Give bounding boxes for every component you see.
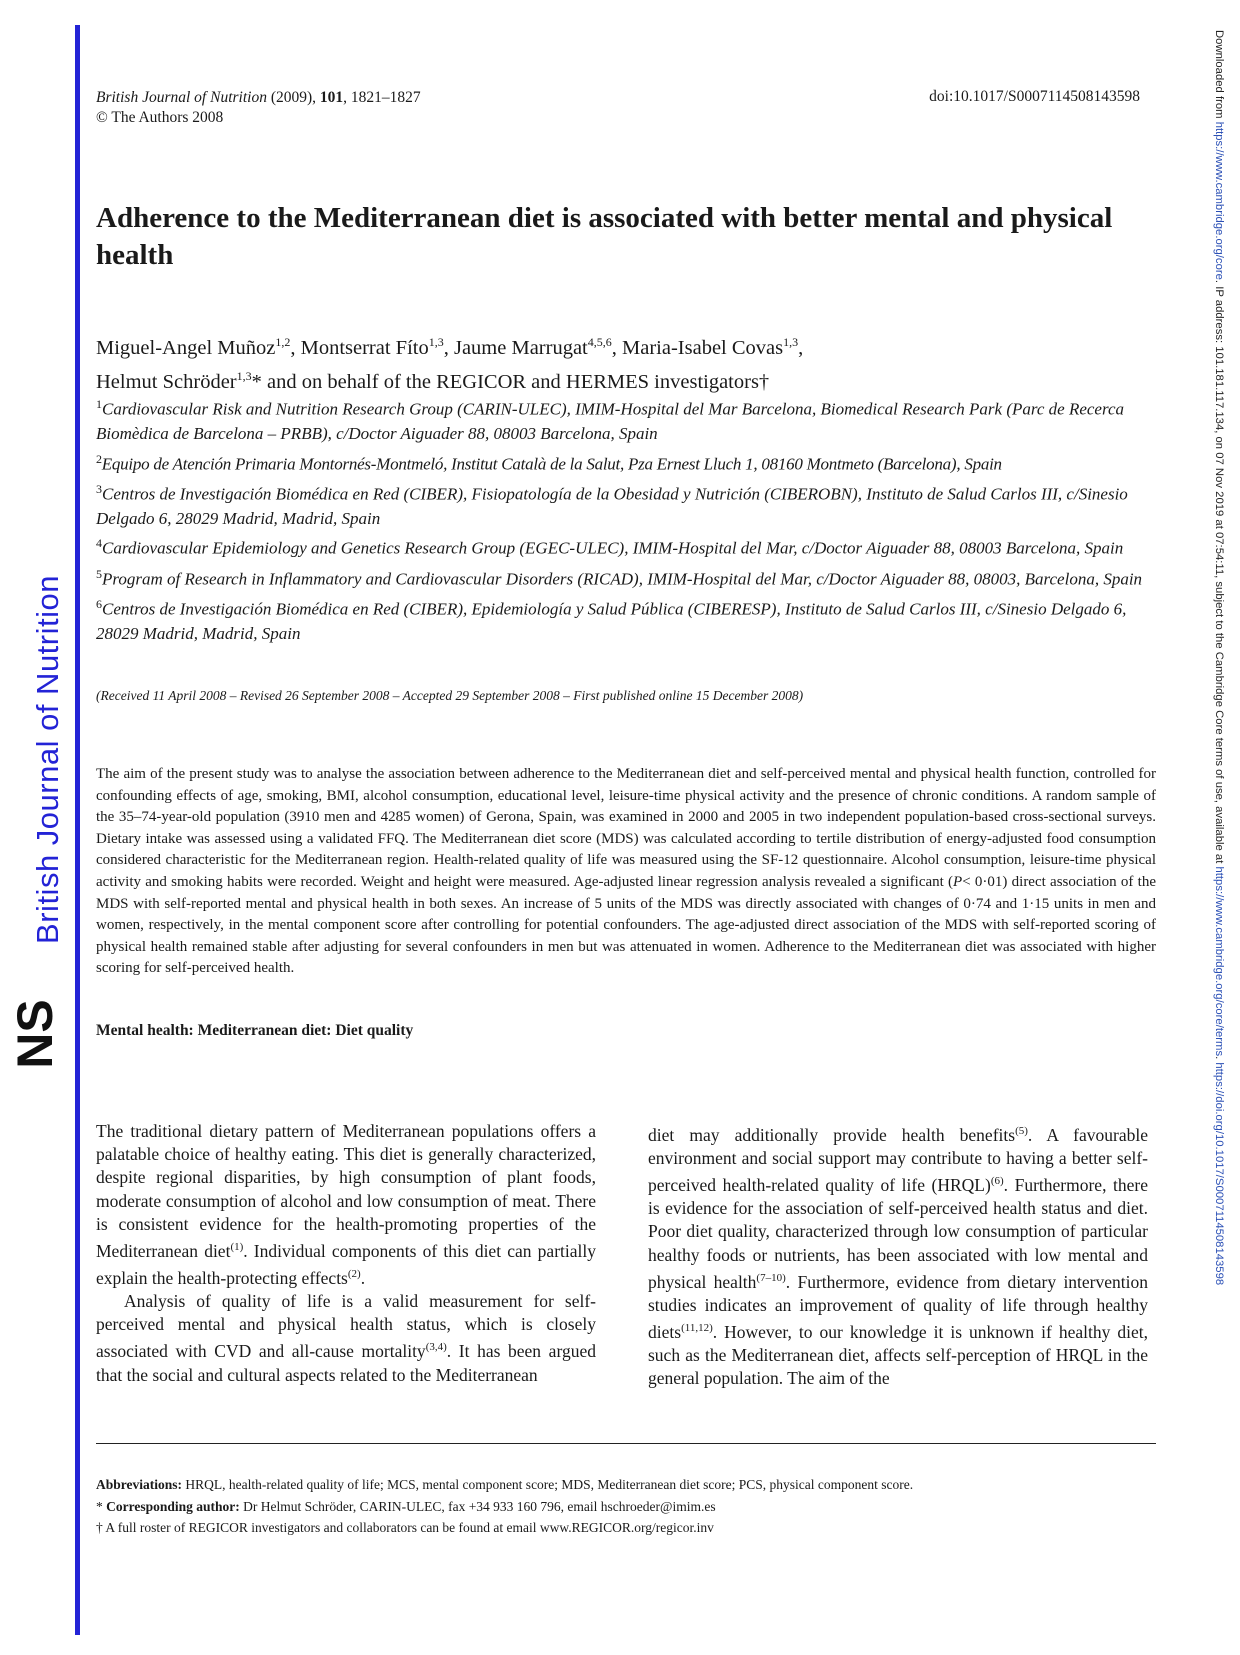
paragraph: Analysis of quality of life is a valid measurement for self-perceived mental and physical health status, which is closely associated with CVD and all-cause mortality$^{(3,4)}$. It has been argued that the social and cultural aspects related to the Mediterranean <box>96 1291 596 1385</box>
volume: 101 <box>319 89 344 106</box>
paragraph: The traditional dietary pattern of Mediterranean populations offers a palatable choice of healthy eating. This diet is generally characterized, despite regional disparities, by high consumption of plant foods, moderate consumption of alcohol and low consumption of meat. There is consistent evidence for the health-promoting properties of the Mediterranean diet$^{(1)}$. Individual components of this diet can partially explain the health-protecting effects$^{(2)}$. <box>96 1121 596 1288</box>
affiliation: $^1$Cardiovascular Risk and Nutrition Research Group (CARIN-ULEC), IMIM-Hospital del Mar Barcelona, Biomedical Research Park (Parc de Recerca Biomèdica de Barcelona – PRBB), c/Doctor Aiguader 88, 08003 Barcelona, Spain <box>96 397 1124 444</box>
footnotes <box>96 1474 1166 1539</box>
keywords: Mental health: Mediterranean diet: Diet quality <box>96 1022 414 1039</box>
abbreviations-note: Abbreviations: HRQL, health-related quality of life; MCS, mental component score; MDS, Mediterranean diet score; PCS, physical component score. <box>96 1477 914 1492</box>
affiliation: $^4$Cardiovascular Epidemiology and Genetics Research Group (EGEC-ULEC), IMIM-Hospital del Mar, c/Doctor Aiguader 88, 08003 Barcelona, Spain <box>96 536 1124 559</box>
affiliation-list <box>96 392 1162 646</box>
body-column-left <box>96 1120 596 1387</box>
journal-name: British Journal of Nutrition <box>96 89 267 106</box>
copyright: © The Authors 2008 <box>96 109 224 126</box>
doi-text: doi:10.1017/S0007114508143598 <box>929 88 1140 105</box>
abstract: The aim of the present study was to analyse the association between adherence to the Mediterranean diet and self-perceived mental and physical health function, controlled for confounding effects of age, smoking, BMI, alcohol consumption, educational level, leisure-time physical activity and the presence of chronic conditions. A random sample of the 35–74-year-old population (3910 men and 4285 women) of Gerona, Spain, was examined in 2000 and 2005 in two independent population-based cross-sectional surveys. Dietary intake was assessed using a validated FFQ. The Mediterranean diet score (MDS) was calculated according to tertile distribution of energy-adjusted food consumption considered characteristic for the Mediterranean region. Health-related quality of life was measured using the SF-12 questionnaire. Alcohol consumption, leisure-time physical activity and smoking habits were recorded. Weight and height were measured. Age-adjusted linear regression analysis revealed a significant (P< 0·01) direct association of the MDS with self-reported mental and physical health in both sexes. An increase of 5 units of the MDS was directly associated with changes of 0·74 and 1·15 units in men and women, respectively, in the mental component score after controlling for potential confounders. The age-adjusted direct association of the MDS with self-reported scoring of physical health remained stable after adjusting for several confounders in men but was attenuated in women. Adherence to the Mediterranean diet was associated with higher scoring for self-perceived health. <box>96 766 1156 977</box>
affiliation: $^5$Program of Research in Inflammatory and Cardiovascular Disorders (RICAD), IMIM-Hospital del Mar, c/Doctor Aiguader 88, 08003, Barcelona, Spain <box>96 566 1143 589</box>
journal-margin-rule <box>75 25 80 1635</box>
affiliation: $^2$Equipo de Atención Primaria Montornés-Montmeló, Institut Català de la Salut, Pza Ernest Lluch 1, 08160 Montmeto (Barcelona), Spain <box>96 451 1002 474</box>
affiliation: $^3$Centros de Investigación Biomédica en Red (CIBER), Fisiopatología de la Obesidad y Nutrición (CIBEROBN), Instituto de Salud Carlos III, c/Sinesio Delgado 6, 28029 Madrid, Madrid, Spain <box>96 481 1128 528</box>
svg-text:NS: NS <box>7 999 64 1069</box>
corresponding-author-note: * Corresponding author: Dr Helmut Schröder, CARIN-ULEC, fax +34 933 160 796, email hschroeder@imim.es <box>96 1498 716 1514</box>
footnote-divider <box>96 1443 1156 1444</box>
publication-dates: (Received 11 April 2008 – Revised 26 September 2008 – Accepted 29 September 2008 – First published online 15 December 2008) <box>96 688 804 703</box>
cambridge-core-link[interactable]: https://www.cambridge.org/core <box>1213 121 1225 280</box>
body-column-right <box>648 1120 1148 1391</box>
download-notice: Downloaded from https://www.cambridge.org/core. IP address: 101.181.117.134, on 07 Nov 2019 at 07:54:11, subject to the Cambridge Core terms of use, available at https://www.cambridge.org/core/terms. https://doi.org/10.1017/S0007114508143598 <box>1213 30 1225 1286</box>
paragraph: diet may additionally provide health benefits$^{(5)}$. A favourable environment and social support may contribute to having a better self-perceived health-related quality of life (HRQL)$^{(6)}$. Furthermore, there is evidence for the association of self-perceived health status and diet. Poor diet quality, characterized through low consumption of particular healthy foods or nutrients, has been associated with low mental and physical health$^{(7-10)}$. Furthermore, evidence from dietary intervention studies indicates an improvement of quality of life through healthy diets$^{(11,12)}$. However, to our knowledge it is unknown if healthy diet, such as the Mediterranean diet, affects self-perception of HRQL in the general population. The aim of the <box>648 1124 1148 1389</box>
roster-note: † A full roster of REGICOR investigators and collaborators can be found at email www.REGICOR.org/regicor.inv <box>96 1520 714 1535</box>
affiliation: $^6$Centros de Investigación Biomédica en Red (CIBER), Epidemiología y Salud Pública (CIBERESP), Instituto de Salud Carlos III, c/Sinesio Delgado 6, 28029 Madrid, Madrid, Spain <box>96 596 1127 643</box>
citation-header: British Journal of Nutrition (2009), 101, 1821–1827 © The Authors 2008 <box>96 89 421 126</box>
journal-side-name: British Journal of Nutrition <box>30 575 65 944</box>
doi-link[interactable]: https://doi.org/10.1017/S0007114508143598 <box>1213 1062 1225 1286</box>
article-title: Adherence to the Mediterranean diet is associated with better mental and physical health <box>96 202 1113 271</box>
cambridge-terms-link[interactable]: https://www.cambridge.org/core/terms <box>1213 866 1225 1057</box>
ns-logo-icon <box>7 994 64 1074</box>
author-list: Miguel-Angel Muñoz$^{1,2}$, Montserrat Fíto$^{1,3}$, Jaume Marrugat$^{4,5,6}$, Maria-Isabel Covas$^{1,3}$, Helmut Schröder$^{1,3}$* and on behalf of the REGICOR and HERMES investigators† <box>96 335 804 393</box>
